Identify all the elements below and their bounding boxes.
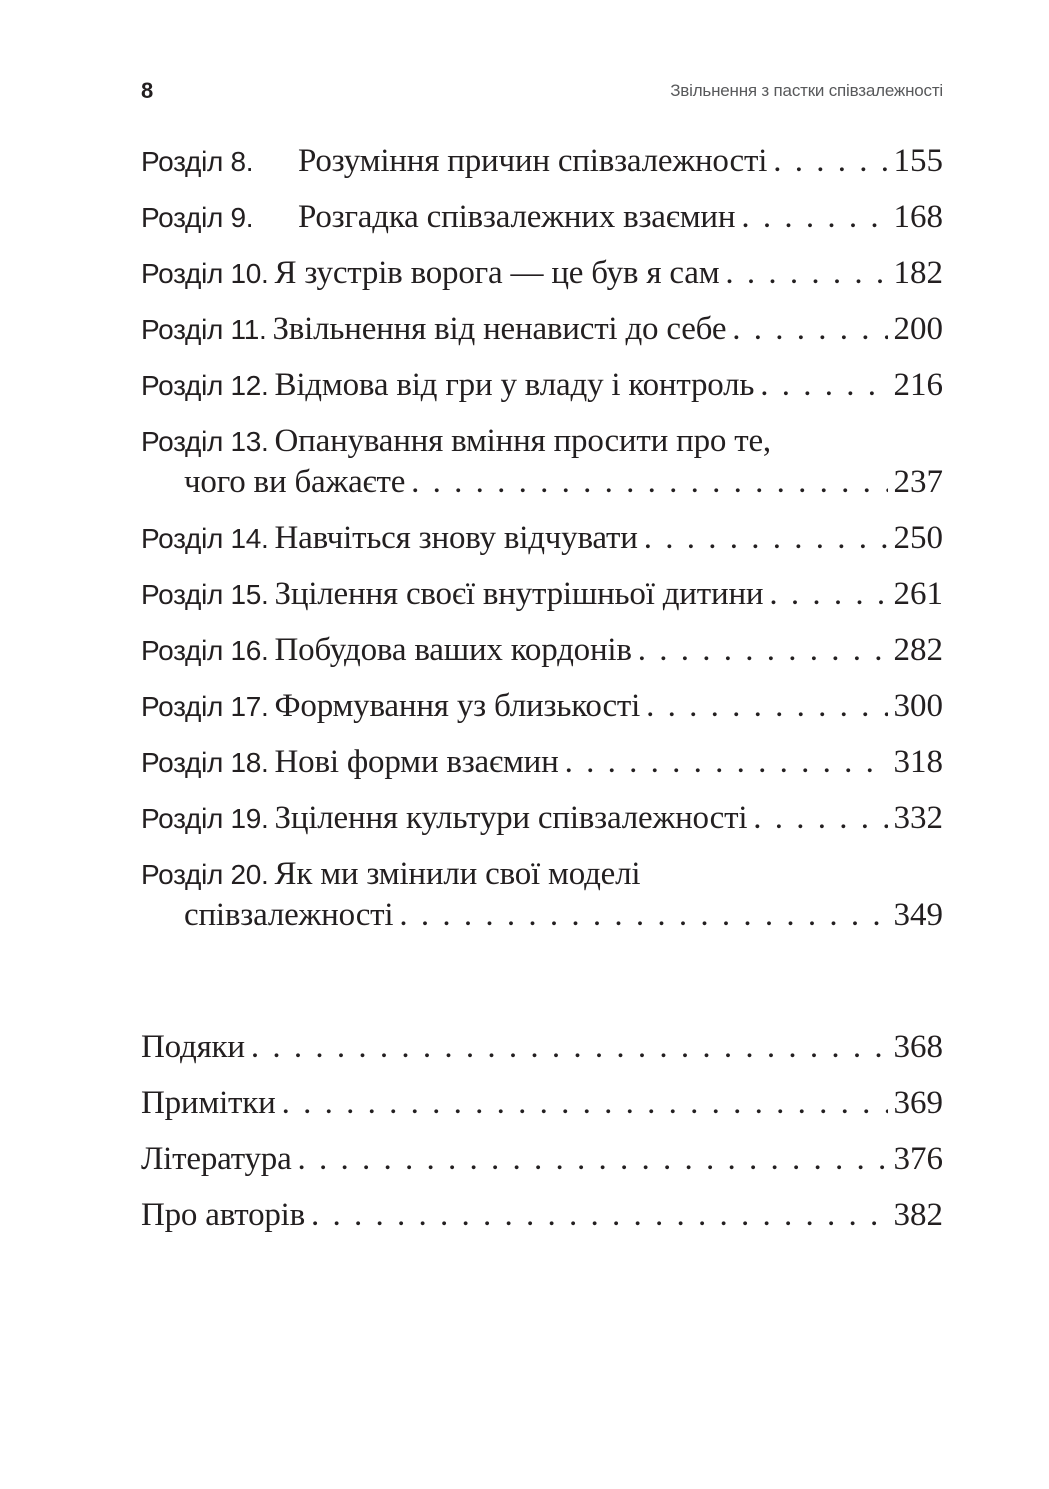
dot-leader	[769, 574, 887, 615]
toc-entry-about-authors[interactable]	[141, 1195, 943, 1236]
toc-entry-acknowledgements[interactable]	[141, 1027, 943, 1068]
back-matter-title: Примітки	[141, 1085, 276, 1121]
back-matter-title: Література	[141, 1141, 292, 1177]
dot-leader	[725, 253, 887, 294]
toc-entry-chapter-14[interactable]	[141, 518, 943, 559]
dot-leader	[741, 197, 887, 238]
chapter-title: Я зустрів ворога — це був я сам	[274, 255, 720, 291]
toc-entry-chapter-20[interactable]	[141, 854, 943, 936]
dot-leader	[644, 518, 888, 559]
toc-entry-chapter-18[interactable]	[141, 742, 943, 783]
page-ref: 200	[893, 311, 943, 347]
page-ref: 376	[893, 1141, 943, 1177]
toc-entry-chapter-9[interactable]	[141, 197, 943, 238]
toc-entry-chapter-13[interactable]	[141, 421, 943, 503]
page-ref: 250	[893, 520, 943, 556]
chapter-title: Звільнення від ненависті до себе	[272, 311, 727, 347]
table-of-contents-back-matter	[141, 1027, 943, 1251]
chapter-title: Зцілення культури співзалежності	[274, 800, 748, 836]
page-ref: 168	[893, 199, 943, 235]
back-matter-title: Подяки	[141, 1029, 245, 1065]
toc-entry-chapter-12[interactable]	[141, 365, 943, 406]
page-ref: 237	[893, 464, 943, 500]
page-ref: 368	[893, 1029, 943, 1065]
chapter-title: Навчіться знову відчувати	[274, 520, 638, 556]
back-matter-title: Про авторів	[141, 1197, 306, 1233]
chapter-label: Розділ 8.	[141, 146, 254, 177]
chapter-label: Розділ 20.	[141, 859, 269, 890]
table-of-contents-chapters	[141, 141, 943, 951]
page-ref: 318	[893, 744, 943, 780]
toc-entry-chapter-11[interactable]	[141, 309, 943, 350]
dot-leader	[773, 141, 887, 182]
toc-entry-chapter-16[interactable]	[141, 630, 943, 671]
chapter-title-continuation: співзалежності	[184, 897, 394, 933]
dot-leader	[399, 895, 887, 936]
chapter-title: Розгадка співзалежних взаємин	[298, 199, 736, 235]
chapter-title: Побудова ваших кордонів	[274, 632, 632, 668]
page-number: 8	[141, 78, 154, 103]
dot-leader	[311, 1195, 887, 1236]
toc-entry-chapter-10[interactable]	[141, 253, 943, 294]
chapter-label: Розділ 16.	[141, 635, 269, 666]
chapter-label: Розділ 11.	[141, 314, 267, 345]
chapter-label: Розділ 15.	[141, 579, 269, 610]
chapter-label: Розділ 10.	[141, 258, 269, 289]
page-ref: 261	[893, 576, 943, 612]
toc-entry-notes[interactable]	[141, 1083, 943, 1124]
page-ref: 382	[893, 1197, 943, 1233]
toc-entry-chapter-19[interactable]	[141, 798, 943, 839]
dot-leader	[638, 630, 888, 671]
chapter-title: Формування уз близькості	[274, 688, 641, 724]
dot-leader	[411, 462, 887, 503]
chapter-label: Розділ 12.	[141, 370, 269, 401]
chapter-title: Нові форми взаємин	[274, 744, 559, 780]
dot-leader	[732, 309, 887, 350]
dot-leader	[760, 365, 887, 406]
running-head: Звільнення з пастки співзалежності	[670, 81, 943, 100]
page-ref: 300	[893, 688, 943, 724]
chapter-label: Розділ 9.	[141, 202, 254, 233]
page-ref: 216	[893, 367, 943, 403]
page-ref: 332	[893, 800, 943, 836]
toc-entry-chapter-15[interactable]	[141, 574, 943, 615]
dot-leader	[646, 686, 887, 727]
dot-leader	[753, 798, 887, 839]
dot-leader	[251, 1027, 888, 1068]
toc-entry-chapter-8[interactable]	[141, 141, 943, 182]
toc-entry-chapter-17[interactable]	[141, 686, 943, 727]
chapter-title-continuation: чого ви бажаєте	[184, 464, 406, 500]
page-ref: 369	[893, 1085, 943, 1121]
chapter-title: Як ми змінили свої моделі	[274, 856, 641, 892]
chapter-title: Опанування вміння просити про те,	[274, 423, 771, 459]
chapter-label: Розділ 18.	[141, 747, 269, 778]
page-ref: 155	[893, 143, 943, 179]
dot-leader	[565, 742, 888, 783]
dot-leader	[298, 1139, 888, 1180]
toc-entry-literature[interactable]	[141, 1139, 943, 1180]
page-ref: 282	[893, 632, 943, 668]
chapter-title: Зцілення своєї внутрішньої дитини	[274, 576, 764, 612]
chapter-label: Розділ 13.	[141, 426, 269, 457]
page-ref: 182	[893, 255, 943, 291]
chapter-title: Розуміння причин співзалежності	[298, 143, 768, 179]
dot-leader	[282, 1083, 888, 1124]
chapter-label: Розділ 17.	[141, 691, 269, 722]
chapter-title: Відмова від гри у владу і контроль	[274, 367, 755, 403]
chapter-label: Розділ 14.	[141, 523, 269, 554]
chapter-label: Розділ 19.	[141, 803, 269, 834]
page-ref: 349	[893, 897, 943, 933]
